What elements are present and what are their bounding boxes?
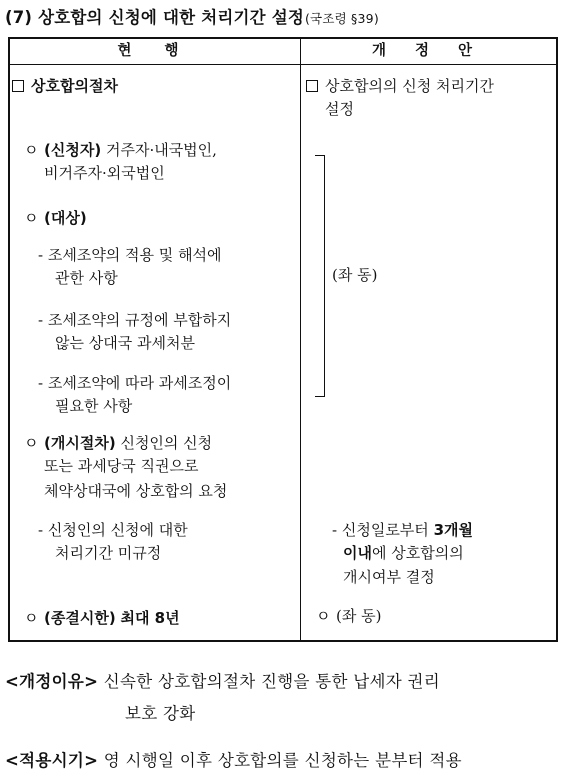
target-sub-1: - 조세조약의 적용 및 해석에 [38,246,222,264]
effective-text: 영 시행일 이후 상호합의를 신청하는 분부터 적용 [103,751,462,770]
reason-line-cont: 보호 강화 [125,704,196,723]
circle-bullet-icon: ㅇ [24,609,39,627]
proposed-section-heading-cont: 설정 [325,100,354,118]
start-sub-item: - 신청인의 신청에 대한 [38,521,188,539]
title-main: (7) 상호합의 신청에 대한 처리기간 설정 [5,8,304,27]
start-sub-item-cont: 처리기간 미규정 [55,544,162,562]
header-proposed: 개 정 안 [371,43,485,59]
applicant-item-cont: 비거주자·외국법인 [44,164,165,182]
proposed-same-1: (좌 동) [332,266,378,284]
reason-label: <개정이유> [5,672,99,691]
end-deadline-item: ㅇ (종결시한) 최대 8년 [24,607,180,630]
proposed-same-2: ㅇ (좌 동) [316,605,381,628]
target-item: ㅇ (대상) [24,207,87,230]
proposed-section-heading: 상호합의의 신청 처리기간 [306,75,494,98]
same-as-left-bracket [315,155,325,397]
reason-line [5,669,440,695]
target-sub-3-cont: 필요한 사항 [55,397,133,415]
effective-label: <적용시기> [5,751,99,770]
applicant-item: ㅇ (신청자) 거주자·내국법인, [24,139,217,162]
effective-line [5,748,462,774]
target-sub-2: - 조세조약의 규정에 부합하지 [38,311,232,329]
checkbox-square-icon [306,80,318,92]
section-title [5,4,379,28]
target-sub-2-cont: 않는 상대국 과세처분 [55,334,195,352]
proposed-sub-item-cont-2: 개시여부 결정 [343,568,435,586]
circle-bullet-icon: ㅇ [24,434,39,452]
table-header [10,39,556,65]
circle-bullet-icon: ㅇ [24,141,39,159]
start-procedure-cont-1: 또는 과세당국 직권으로 [44,457,199,475]
current-section-heading: 상호합의절차 [12,75,118,98]
title-ref: (국조령 §39) [304,11,379,26]
target-sub-1-cont: 관한 사항 [55,269,118,287]
checkbox-square-icon [12,80,24,92]
circle-bullet-icon: ㅇ [24,209,39,227]
start-procedure-cont-2: 체약상대국에 상호합의 요청 [44,482,228,500]
comparison-table [8,37,558,642]
proposed-sub-item-cont-1: 이내에 상호합의의 [343,544,464,562]
start-procedure-item: ㅇ (개시절차) 신청인의 신청 [24,432,212,455]
reason-text: 신속한 상호합의절차 진행을 통한 납세자 권리 [103,672,441,691]
header-current: 현 행 [117,43,193,59]
proposed-sub-item: - 신청일로부터 3개월 [332,521,473,539]
circle-bullet-icon: ㅇ [316,607,331,625]
column-divider [300,39,301,640]
target-sub-3: - 조세조약에 따라 과세조정이 [38,374,232,392]
